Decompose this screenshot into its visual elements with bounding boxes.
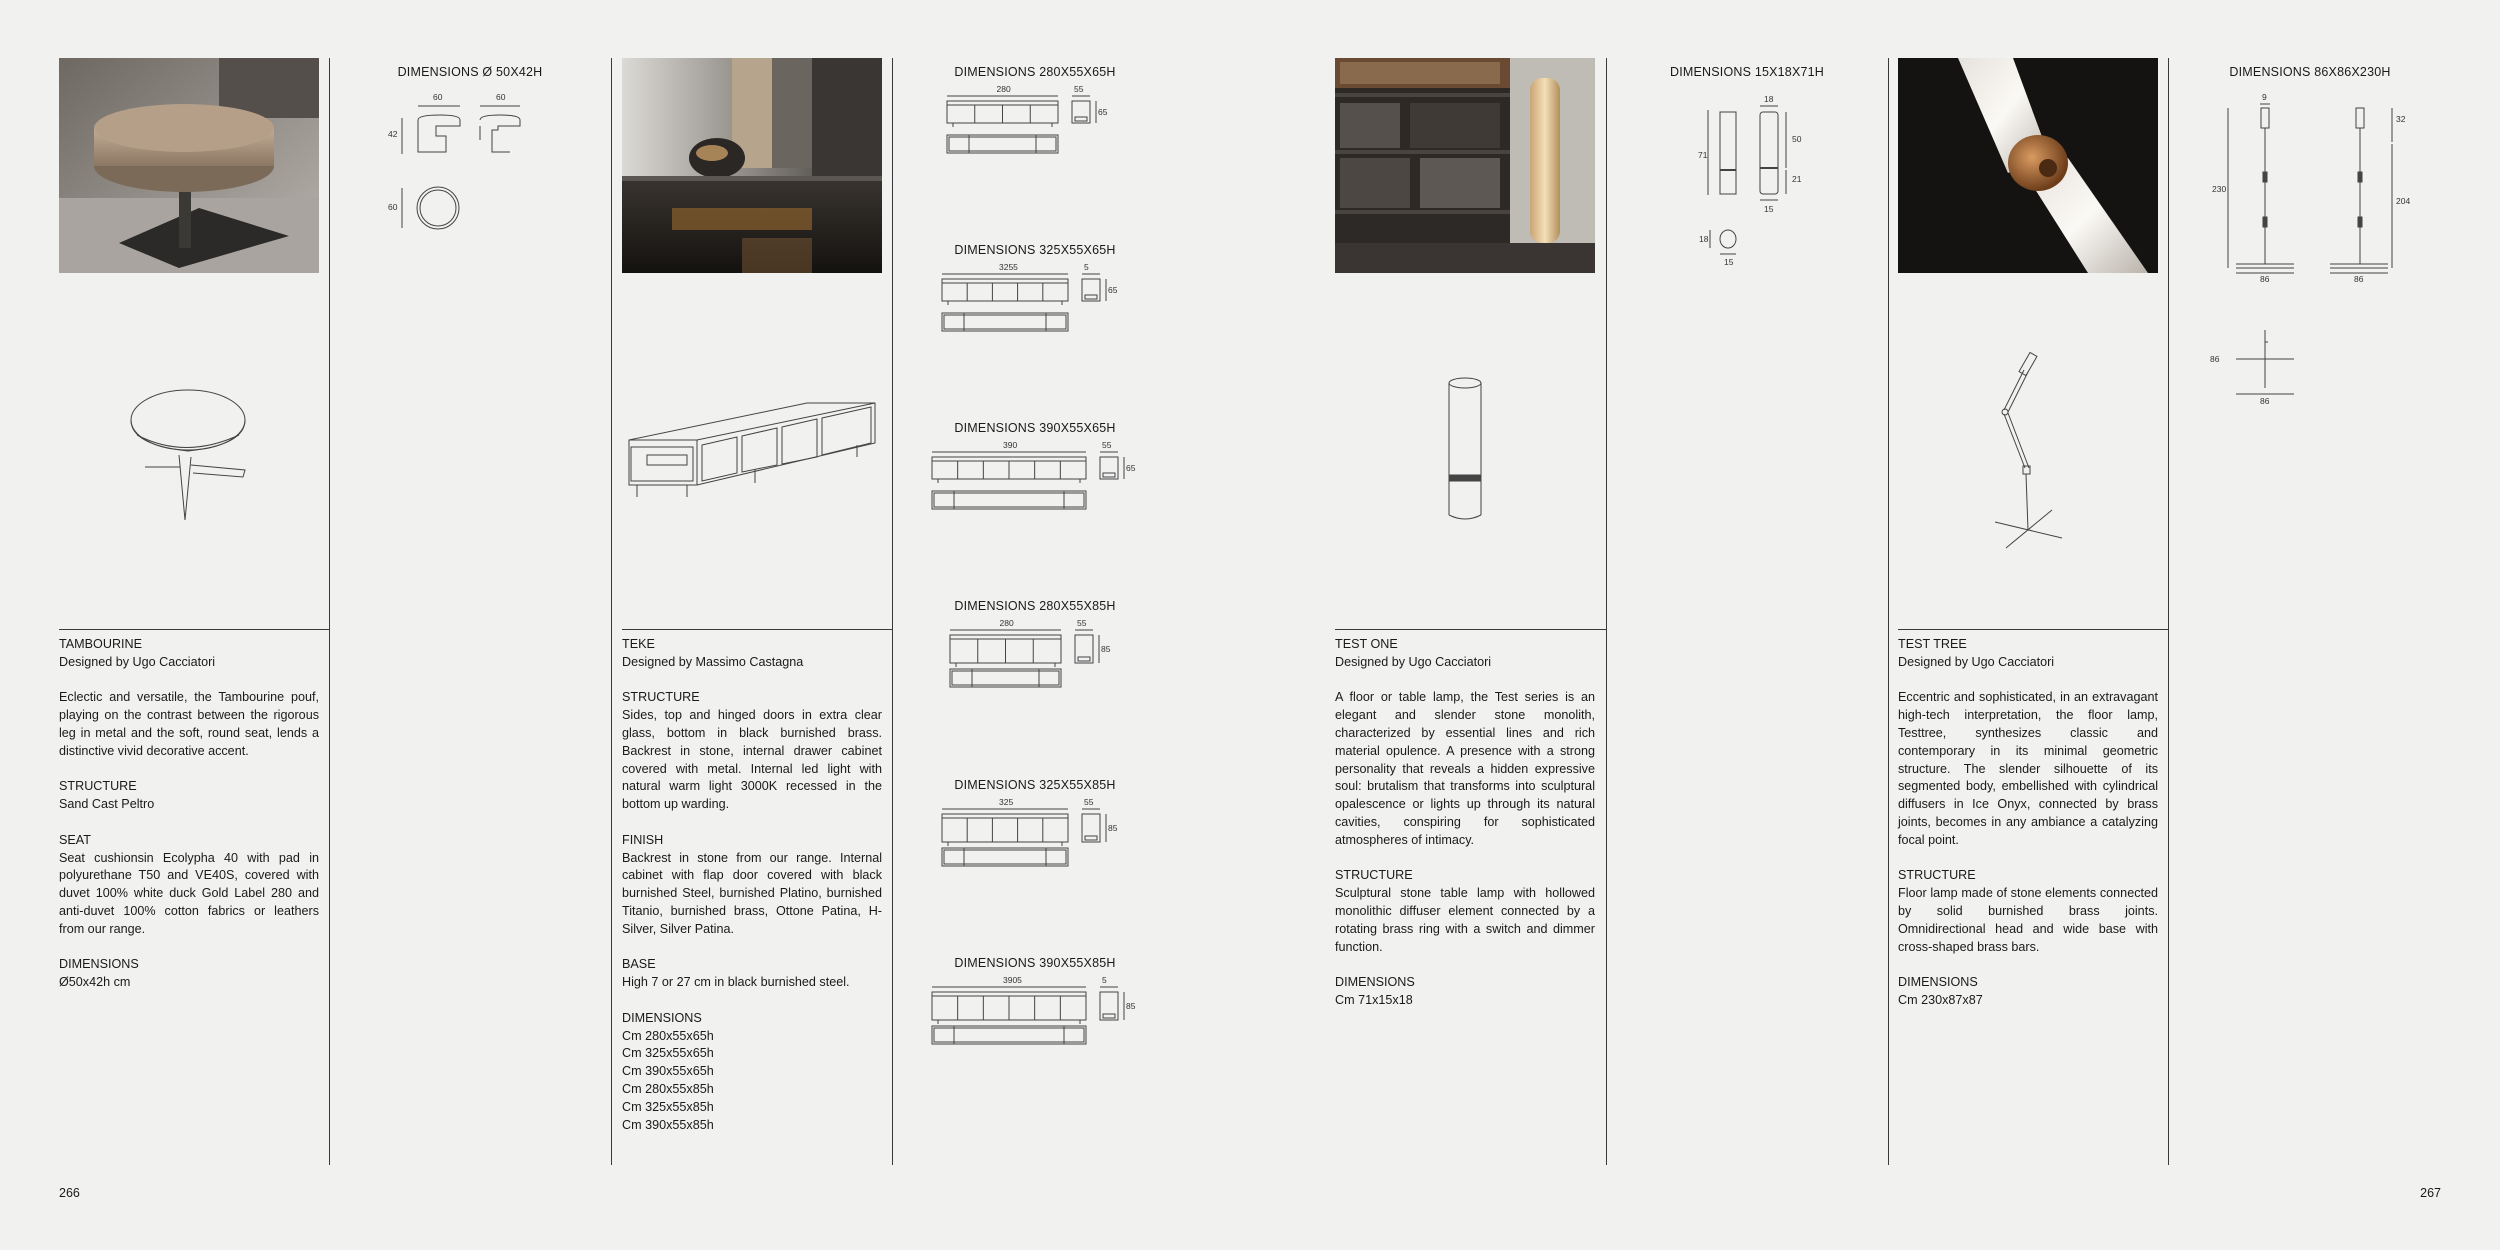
column-divider [2168,58,2169,1165]
tambourine-text [59,636,319,992]
test-tree-dimension-drawing [2210,92,2410,412]
dim-label: 280 [996,84,1011,94]
dimensions: Cm 71x15x18 [1335,992,1413,1007]
column-divider [1888,58,1889,1165]
column-divider [892,58,893,1165]
dim-label: 65 [1126,463,1136,473]
teke-variant-drawing [930,974,1148,1064]
dimensions-title: DIMENSIONS 390X55X65H [954,421,1116,435]
page-number-right: 267 [2420,1186,2441,1200]
dimensions-title: DIMENSIONS Ø 50X42H [397,65,543,79]
column-divider [1606,58,1607,1165]
test-one-photo [1335,58,1595,273]
base: High 7 or 27 cm in black burnished steel. [622,975,850,990]
teke-sketch [627,395,882,505]
designer: Designed by Massimo Castagna [622,654,804,669]
dimensions-title: DIMENSIONS 390X55X85H [954,956,1116,970]
dim-label: 21 [1792,174,1802,184]
section-rule [59,629,329,630]
structure-heading: STRUCTURE [59,779,137,794]
dim-label: 71 [1698,150,1708,160]
dim-label: 60 [496,92,506,102]
dimensions-title: DIMENSIONS 325X55X65H [954,243,1116,257]
dim-label: 50 [1792,134,1802,144]
teke-text [622,636,882,1134]
dimensions: Cm 230x87x87 [1898,992,1983,1007]
product-name: TAMBOURINE [59,637,143,651]
page-number-left: 266 [59,1186,80,1200]
structure-heading: STRUCTURE [622,690,700,705]
dim-label: 204 [2396,196,2411,206]
dim-label: 65 [1098,107,1108,117]
dim-label: 5 [1102,975,1107,985]
product-name: TEST ONE [1335,637,1398,651]
description: Eccentric and sophisticated, in an extravagant high-tech interpretation, the floor lamp, Testtree, synthesizes classic and contemporary in its minimal geometric structure. The slender silhouette of its segmented body, embellished with cylindrical diffusers in Ice Onyx, connected by brass joints, becomes in any ambiance a catalyzing focal point. [1898,690,2158,847]
dim-label: 65 [1108,285,1118,295]
test-one-dimension-drawing [1690,90,1810,270]
dimensions-item: Cm 280x55x85h [622,1081,714,1096]
dim-label: 18 [1699,234,1709,244]
tambourine-sketch [125,385,255,525]
designer: Designed by Ugo Cacciatori [1335,654,1492,669]
dim-label: 15 [1724,257,1734,267]
dim-label: 55 [1102,440,1112,450]
dimensions-item: Cm 390x55x85h [622,1117,714,1132]
dim-label: 86 [2260,274,2270,284]
dimensions-title: DIMENSIONS 280X55X65H [954,65,1116,79]
product-name: TEST TREE [1898,637,1967,651]
dim-label: 3905 [1003,975,1022,985]
teke-variant-drawing [945,83,1120,173]
teke-variant-drawing [930,439,1148,529]
dim-label: 85 [1101,644,1111,654]
test-tree-sketch [1990,350,2070,555]
designer: Designed by Ugo Cacciatori [59,654,216,669]
section-rule [1335,629,1606,630]
teke-photo [622,58,882,273]
column-divider [329,58,330,1165]
tambourine-photo [59,58,319,273]
dimensions-item: Cm 325x55x65h [622,1046,714,1061]
seat: Seat cushionsin Ecolypha 40 with pad in polyurethane T50 and VE40S, covered with duvet 100% white duck Gold Label 280 and anti-duvet 100% cotton fabrics or leathers from our range. [59,850,319,936]
dim-label: 55 [1077,618,1087,628]
dimensions-title: DIMENSIONS 15X18X71H [1669,65,1825,79]
finish-heading: FINISH [622,832,664,847]
structure-heading: STRUCTURE [1898,868,1976,883]
dim-label: 60 [388,202,398,212]
finish: Backrest in stone from our range. Internal cabinet with flap door covered with black burnished Steel, burnished Platino, burnished Titanio, burnished brass, Ottone Patina, H-Silver, Silver Patina. [622,850,882,936]
dim-label: 5 [1084,262,1089,272]
test-one-text [1335,636,1595,1010]
dim-label: 86 [2354,274,2364,284]
dim-label: 18 [1764,94,1774,104]
dimensions: Ø50x42h cm [59,975,131,990]
teke-variant-drawing [948,617,1123,707]
structure-heading: STRUCTURE [1335,868,1413,883]
section-rule [622,629,892,630]
description: Eclectic and versatile, the Tambourine pouf, playing on the contrast between the rigorous leg in metal and the soft, round seat, lends a distinctive vivid decorative accent. [59,690,319,758]
dimensions-heading: DIMENSIONS [622,1010,702,1025]
test-tree-text [1898,636,2158,1010]
dim-label: 32 [2396,114,2406,124]
dim-label: 390 [1003,440,1018,450]
dim-label: 325 [999,797,1014,807]
dimensions-heading: DIMENSIONS [59,957,139,972]
dimensions-item: Cm 325x55x85h [622,1099,714,1114]
dim-label: 55 [1074,84,1084,94]
dim-label: 42 [388,129,398,139]
dim-label: 86 [2260,396,2270,406]
test-tree-photo [1898,58,2158,273]
structure: Floor lamp made of stone elements connected by solid burnished brass joints. Omnidirectional head and wide base with cross-shaped brass bars. [1898,886,2158,954]
structure: Sculptural stone table lamp with hollowed monolithic diffuser element connected by a rotating brass ring with a switch and dimmer function. [1335,886,1595,954]
dimensions-title: DIMENSIONS 86X86X230H [2229,65,2391,79]
section-rule [1898,629,2168,630]
product-name: TEKE [622,637,655,651]
seat-heading: SEAT [59,832,91,847]
description: A floor or table lamp, the Test series is an elegant and slender stone monolith, characterized by essential lines and rich material opulence. A presence with a strong personality that reveals a hidden expressive soul: brutalism that transforms into sculptural opalescence or lights up through its natural cavities, conspiring for sophisticated atmospheres of intimacy. [1335,690,1595,847]
dimensions-item: Cm 280x55x65h [622,1028,714,1043]
dim-label: 60 [433,92,443,102]
dim-label: 280 [999,618,1014,628]
tambourine-dimension-drawing [380,90,540,240]
dim-label: 3255 [999,262,1018,272]
dimensions-heading: DIMENSIONS [1898,975,1978,990]
dimensions-item: Cm 390x55x65h [622,1064,714,1079]
structure: Sand Cast Peltro [59,797,155,812]
dim-label: 85 [1108,823,1118,833]
dim-label: 86 [2210,354,2220,364]
structure: Sides, top and hinged doors in extra clear glass, bottom in black burnished brass. Backrest in stone, internal drawer cabinet covered with metal. Internal led light with natural warm light 3000K recessed in the bottom up warding. [622,708,882,812]
dimensions-title: DIMENSIONS 280X55X85H [954,599,1116,613]
teke-variant-drawing [940,796,1130,886]
dim-label: 55 [1084,797,1094,807]
dimensions-title: DIMENSIONS 325X55X85H [954,778,1116,792]
dim-label: 230 [2212,184,2227,194]
dimensions-heading: DIMENSIONS [1335,975,1415,990]
column-divider [611,58,612,1165]
test-one-sketch [1440,375,1490,525]
dimensions-list [622,1028,882,1135]
dim-label: 15 [1764,204,1774,214]
dim-label: 85 [1126,1001,1136,1011]
designer: Designed by Ugo Cacciatori [1898,654,2055,669]
teke-variant-drawing [940,261,1130,351]
base-heading: BASE [622,957,656,972]
dim-label: 9 [2262,92,2267,102]
